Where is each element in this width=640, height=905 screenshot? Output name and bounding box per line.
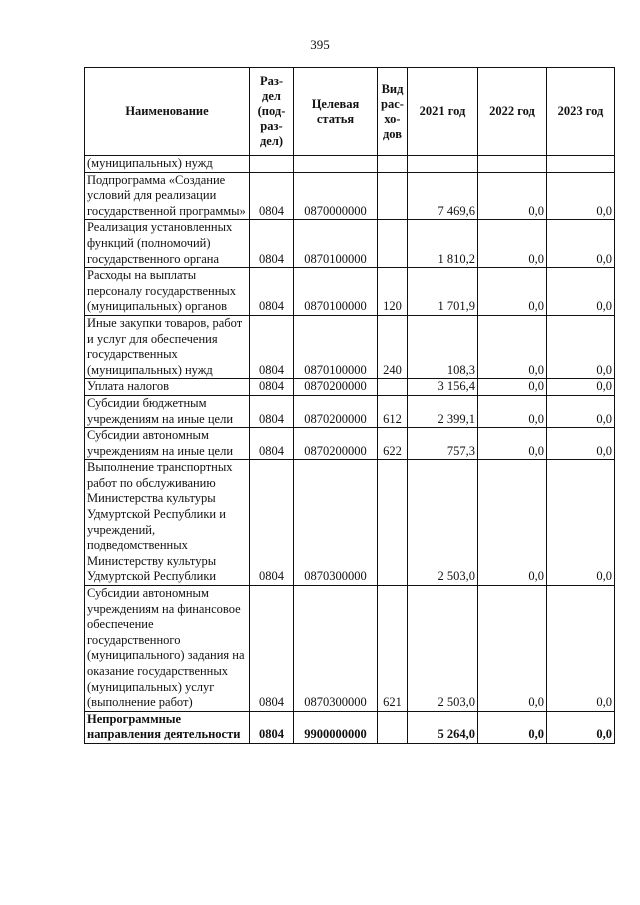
row-2022: 0,0 (478, 428, 547, 460)
table-row (85, 428, 615, 460)
row-2022: 0,0 (478, 315, 547, 378)
row-target: 0870000000 (294, 172, 378, 220)
row-2021: 2 503,0 (408, 460, 478, 586)
row-target: 0870300000 (294, 460, 378, 586)
row-2023: 0,0 (547, 395, 615, 427)
row-target: 0870300000 (294, 586, 378, 712)
row-expense-type (378, 711, 408, 743)
header-expense-type: Вид рас- хо- дов (378, 68, 408, 156)
row-2022: 0,0 (478, 460, 547, 586)
row-2022: 0,0 (478, 711, 547, 743)
row-2022: 0,0 (478, 379, 547, 396)
row-name: Субсидии автономным учреждениям на иные цели (85, 428, 250, 460)
row-name: (муниципальных) нужд (85, 156, 250, 173)
row-name: Расходы на выплаты персоналу государственных (муниципальных) органов (85, 268, 250, 316)
table-row (85, 315, 615, 378)
row-2022: 0,0 (478, 395, 547, 427)
page-number: 395 (310, 37, 330, 52)
row-expense-type (378, 220, 408, 268)
table-row (85, 268, 615, 316)
row-2021: 3 156,4 (408, 379, 478, 396)
row-2023: 0,0 (547, 172, 615, 220)
row-expense-type: 240 (378, 315, 408, 378)
row-expense-type: 622 (378, 428, 408, 460)
row-target: 0870200000 (294, 379, 378, 396)
row-2022 (478, 156, 547, 173)
row-section: 0804 (250, 268, 294, 316)
row-name: Уплата налогов (85, 379, 250, 396)
table-row (85, 172, 615, 220)
row-2023 (547, 156, 615, 173)
row-target: 9900000000 (294, 711, 378, 743)
table-row (85, 156, 615, 173)
header-2022: 2022 год (478, 68, 547, 156)
row-section: 0804 (250, 315, 294, 378)
table-row (85, 395, 615, 427)
row-name: Подпрограмма «Создание условий для реализации государственной программы» (85, 172, 250, 220)
table-row (85, 586, 615, 712)
row-2021: 1 810,2 (408, 220, 478, 268)
row-2021: 2 503,0 (408, 586, 478, 712)
row-target: 0870100000 (294, 220, 378, 268)
row-2023: 0,0 (547, 315, 615, 378)
header-target: Целевая статья (294, 68, 378, 156)
row-section: 0804 (250, 460, 294, 586)
row-2023: 0,0 (547, 428, 615, 460)
row-section: 0804 (250, 172, 294, 220)
table-row (85, 379, 615, 396)
header-name: Наименование (85, 68, 250, 156)
row-2023: 0,0 (547, 220, 615, 268)
row-2023: 0,0 (547, 268, 615, 316)
row-expense-type: 120 (378, 268, 408, 316)
row-2021: 2 399,1 (408, 395, 478, 427)
row-name: Субсидии автономным учреждениям на финансовое обеспечение государственного (муниципального) задания на оказание государственных (муниципальных) услуг (выполнение работ) (85, 586, 250, 712)
row-expense-type (378, 156, 408, 173)
row-2023: 0,0 (547, 379, 615, 396)
row-section: 0804 (250, 428, 294, 460)
row-name: Реализация установленных функций (полномочий) государственного органа (85, 220, 250, 268)
row-expense-type (378, 172, 408, 220)
row-name: Субсидии бюджетным учреждениям на иные цели (85, 395, 250, 427)
row-expense-type: 612 (378, 395, 408, 427)
header-2023: 2023 год (547, 68, 615, 156)
row-2022: 0,0 (478, 172, 547, 220)
row-2023: 0,0 (547, 460, 615, 586)
row-2023: 0,0 (547, 586, 615, 712)
header-row (85, 68, 615, 156)
row-expense-type: 621 (378, 586, 408, 712)
row-target: 0870200000 (294, 428, 378, 460)
row-section: 0804 (250, 395, 294, 427)
row-2022: 0,0 (478, 220, 547, 268)
row-section: 0804 (250, 379, 294, 396)
row-section: 0804 (250, 586, 294, 712)
row-2022: 0,0 (478, 586, 547, 712)
row-target (294, 156, 378, 173)
table-row (85, 220, 615, 268)
row-2021: 1 701,9 (408, 268, 478, 316)
row-name: Непрограммные направления деятельности (85, 711, 250, 743)
row-target: 0870100000 (294, 315, 378, 378)
row-2023: 0,0 (547, 711, 615, 743)
header-section: Раз- дел (под- раз- дел) (250, 68, 294, 156)
header-2021: 2021 год (408, 68, 478, 156)
row-name: Иные закупки товаров, работ и услуг для обеспечения государственных (муниципальных) нужд (85, 315, 250, 378)
table-row (85, 711, 615, 743)
table-row (85, 460, 615, 586)
row-expense-type (378, 460, 408, 586)
row-section: 0804 (250, 220, 294, 268)
budget-table (84, 67, 615, 744)
row-2022: 0,0 (478, 268, 547, 316)
row-target: 0870100000 (294, 268, 378, 316)
row-2021: 7 469,6 (408, 172, 478, 220)
row-section: 0804 (250, 711, 294, 743)
row-2021 (408, 156, 478, 173)
row-2021: 108,3 (408, 315, 478, 378)
row-section (250, 156, 294, 173)
row-name: Выполнение транспортных работ по обслуживанию Министерства культуры Удмуртской Республики и учреждений, подведомственных Министерству культуры Удмуртской Республики (85, 460, 250, 586)
row-target: 0870200000 (294, 395, 378, 427)
row-2021: 5 264,0 (408, 711, 478, 743)
row-expense-type (378, 379, 408, 396)
row-2021: 757,3 (408, 428, 478, 460)
